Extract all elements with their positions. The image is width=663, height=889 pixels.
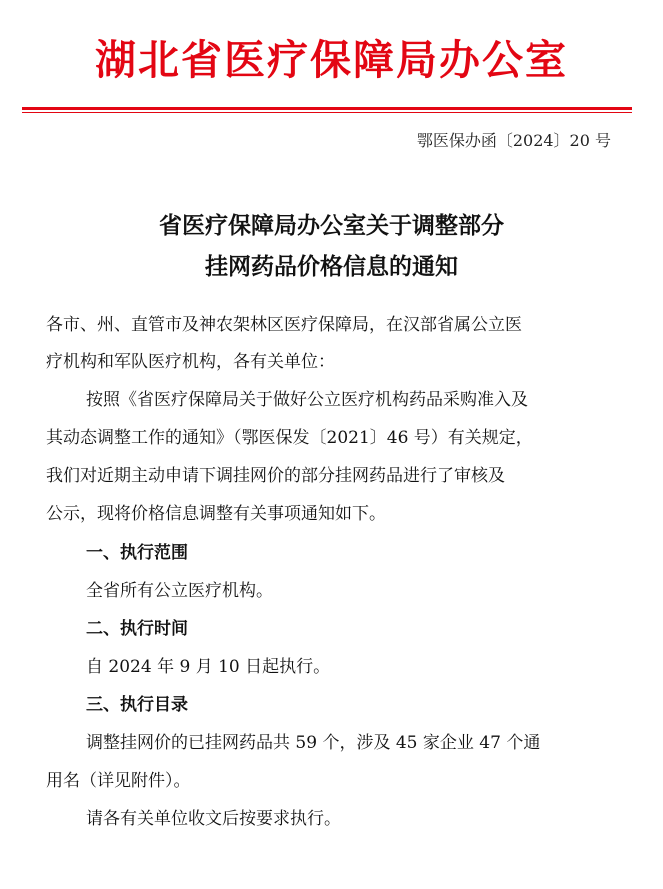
section-catalog-line-1: 调整挂网价的已挂网药品共 59 个，涉及 45 家企业 47 个通: [86, 733, 541, 753]
closing-text: 请各有关单位收文后按要求执行。: [86, 809, 341, 829]
salutation-line-1: 各市、州、直管市及神农架林区医疗保障局，在汉部省属公立医: [46, 315, 522, 335]
issuer-header-title: 湖北省医疗保障局办公室: [95, 36, 568, 84]
section-heading-catalog: 三、执行目录: [86, 695, 188, 715]
section-time-text: 自 2024 年 9 月 10 日起执行。: [86, 657, 331, 677]
salutation-line-2: 疗机构和军队医疗机构，各有关单位：: [46, 352, 335, 372]
intro-line-1: 按照《省医疗保障局关于做好公立医疗机构药品采购准入及: [86, 390, 528, 410]
section-catalog-line-2: 用名（详见附件）。: [46, 771, 191, 791]
section-heading-scope: 一、执行范围: [86, 543, 188, 563]
document-number: 鄂医保办函〔2024〕20 号: [416, 131, 611, 150]
document-title-line-1: 省医疗保障局办公室关于调整部分: [159, 212, 504, 239]
document-title-line-2: 挂网药品价格信息的通知: [205, 253, 458, 280]
intro-line-3: 我们对近期主动申请下调挂网价的部分挂网药品进行了审核及: [46, 466, 505, 486]
header-red-rule-thin: [22, 112, 632, 113]
section-scope-text: 全省所有公立医疗机构。: [86, 581, 273, 601]
intro-line-2: 其动态调整工作的通知》（鄂医保发〔2021〕46 号）有关规定，: [46, 428, 533, 448]
header-red-rule-thick: [22, 107, 632, 110]
section-heading-time: 二、执行时间: [86, 619, 188, 639]
intro-line-4: 公示，现将价格信息调整有关事项通知如下。: [46, 504, 386, 524]
